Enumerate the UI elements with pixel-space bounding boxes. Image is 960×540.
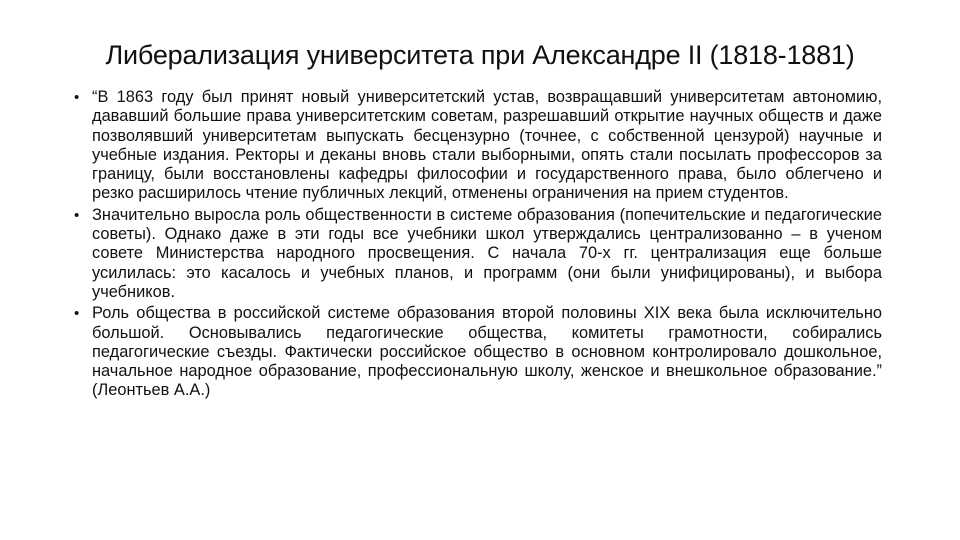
bullet-list — [74, 88, 882, 403]
slide-title: Либерализация университета при Александре II (1818-1881) — [105, 40, 855, 70]
bullet-item — [74, 304, 882, 400]
bullet-text: “В 1863 году был принят новый университетский устав, возвращавший университетам автономию, дававший большие права университетским советам, разрешавший открытие научных обществ и даже позволявший университетам выпускать бесцензурно (точнее, с собственной цензурой) научные и учебные издания. Ректоры и деканы вновь стали выборными, опять стали посылать профессоров за границу, были восстановлены кафедры философии и государственного права, было облегчено и резко расширилось чтение публичных лекций, отменены ограничения на прием студентов. — [92, 88, 882, 203]
bullet-item — [74, 206, 882, 302]
bullet-point-icon: • — [74, 305, 80, 323]
bullet-point-icon: • — [74, 206, 80, 224]
bullet-text: Роль общества в российской системе образования второй половины XIX века была исключительно большой. Основывались педагогические общества, комитеты грамотности, собирались педагогические съезды. Фактически российское общество в основном контролировало дошкольное, начальное народное образование, профессиональную школу, женское и внешкольное образование.” (Леонтьев А.А.) — [92, 304, 882, 400]
bullet-text: Значительно выросла роль общественности в системе образования (попечительские и педагогические советы). Однако даже в эти годы все учебники школ утверждались централизованно – в ученом совете Министерства народного просвещения. С начала 70-х гг. централизация еще больше усилилась: это касалось и учебных планов, и программ (они были унифицированы), и выбора учебников. — [92, 205, 882, 301]
bullet-point-icon: • — [74, 89, 80, 106]
bullet-item — [74, 88, 882, 204]
